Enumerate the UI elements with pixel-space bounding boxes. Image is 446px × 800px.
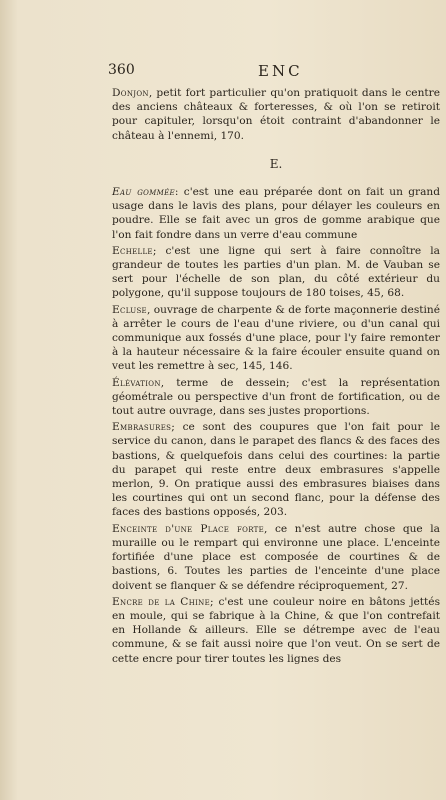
- entry-text: ; c'est une ligne qui sert à faire connoître la grandeur de toutes les parties d'un plan. M. de Vauban se sert pour l'échelle de son plan, du côté extérieur du polygone, qu'il suppose toujours de 180 toises, 45, 68.: [112, 244, 440, 300]
- entry-headword: Ecluse: [112, 303, 147, 316]
- entry-enceinte: [112, 522, 440, 593]
- entry-headword: Enceinte d'une Place forte: [112, 522, 265, 535]
- entry-echelle: [112, 244, 440, 301]
- entry-ecluse: [112, 303, 440, 374]
- entry-headword: Eau gommée: [112, 186, 175, 199]
- entry-text: : c'est une eau préparée dont on fait un grand usage dans le lavis des plans, pour délayer les couleurs en poudre. Elle se fait avec un gros de gomme arabique que l'on fait fondre dans un verre d'eau commune: [112, 186, 440, 241]
- entry-encre: [112, 595, 440, 666]
- page-content: [112, 86, 440, 668]
- entry-donjon: [112, 86, 440, 143]
- entry-headword: Élévation: [112, 376, 161, 389]
- section-letter: E.: [269, 156, 283, 171]
- entry-headword: Echelle: [112, 244, 153, 257]
- entry-text: , petit fort particulier qu'on pratiquoit dans le centre des anciens châteaux & forteresses, & où l'on se retiroit pour capituler, lorsqu'on étoit contraint d'abandonner le château à l'ennemi, 170.: [112, 87, 440, 142]
- entry-embrasures: [112, 420, 440, 519]
- entry-text: ; c'est une couleur noire en bâtons jettés en moule, qui se fabrique à la Chine, & que l'on contrefait en Hollande & ailleurs. Elle se détrempe avec de l'eau commune, & se fait aussi noire que l'on veut. On se sert de cette encre pour tirer toutes les lignes des: [112, 595, 441, 665]
- entry-elevation: [112, 376, 440, 419]
- entry-headword: Encre de la Chine: [112, 595, 211, 608]
- running-head: ENC: [258, 62, 303, 80]
- page-header: [108, 62, 438, 82]
- entry-text: , terme de dessein; c'est la représentation géométrale ou perspective d'un front de fortification, ou de tout autre ouvrage, dans ses justes proportions.: [112, 376, 440, 418]
- entry-headword: Donjon: [112, 87, 149, 99]
- entry-eau-gommee: [112, 185, 440, 242]
- entry-text: , ce n'est autre chose que la muraille ou le rempart qui environne une place. L'enceinte fortifiée d'une place est composée de courtines & de bastions, 6. Toutes les parties de l'enceinte d'une place doivent se flanquer & se défendre réciproquement, 27.: [112, 522, 440, 592]
- entry-headword: Embrasures: [112, 421, 172, 434]
- entry-text: ; ce sont des coupures que l'on fait pour le service du canon, dans le parapet des flancs & des faces des bastions, & quelquefois dans celui des courtines: la partie du parapet qui reste entre deux embrasures s'appelle merlon, 9. On pratique aussi des embrasures biaises dans les courtines qui ont un second flanc, pour la défense des faces des bastions opposés, 203.: [112, 421, 440, 519]
- entry-text: , ouvrage de charpente & de forte maçonnerie destiné à arrêter le cours de l'eau d'une riviere, ou d'un canal qui communique aux fossés d'une place, pour l'y faire remonter à la hauteur nécessaire & la faire écouler ensuite quand on veut les remettre à sec, 145, 146.: [112, 303, 440, 373]
- page-number: 360: [108, 62, 135, 78]
